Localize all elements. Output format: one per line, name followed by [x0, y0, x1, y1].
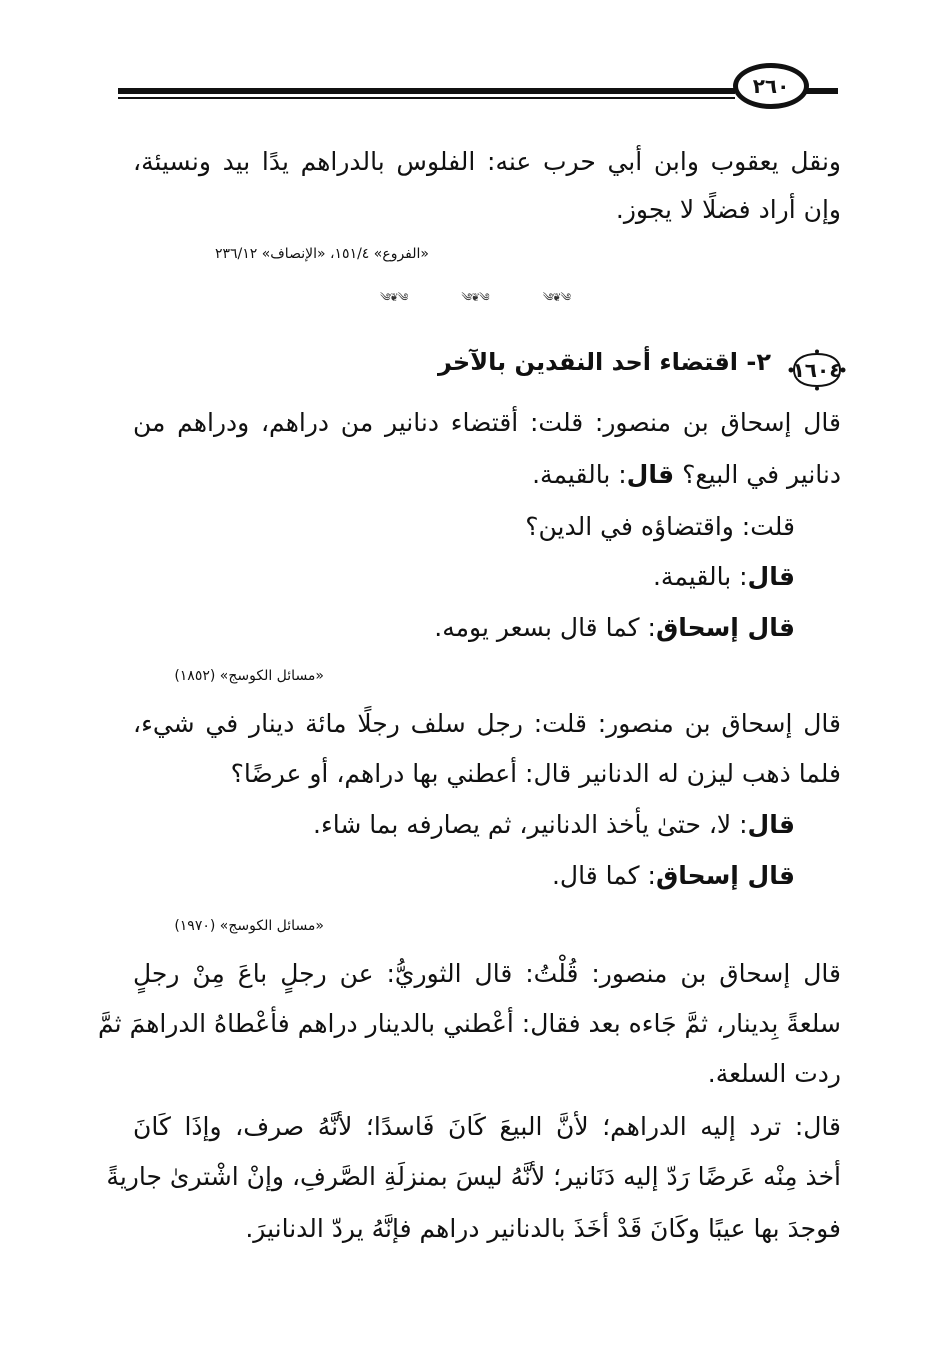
page-number: ٢٦٠	[752, 74, 790, 98]
block1-reference: «مسائل الكوسج» (١٨٥٢)	[174, 668, 324, 684]
block1-line-5-rest: : كما قال بسعر يومه.	[434, 613, 656, 642]
block4-line-1: قال: ترد إليه الدراهم؛ لأنَّ البيعَ كَانَ فَاسدًا؛ لأنَّهُ صرف، وإذَا كَانَ	[133, 1112, 841, 1141]
block2-line-4-rest: : كما قال.	[551, 861, 656, 890]
block1-line-1: قال إسحاق بن منصور: قلت: أقتضاء دنانير من دراهم، ودراهم من	[133, 408, 841, 437]
section-title: ٢- اقتضاء أحد النقدين بالآخر	[438, 348, 771, 376]
block3-line-2: سلعةً بِدينار، ثمَّ جَاءه بعد فقال: أعْطني بالدينار دراهم فأعْطاهُ الدراهمَ ثمَّ	[98, 1009, 841, 1038]
block2-line-3-rest: : لا، حتىٰ يأخذ الدنانير، ثم يصارفه بما شاء.	[313, 810, 748, 839]
intro-line-2: وإن أراد فضلًا لا يجوز.	[615, 195, 841, 224]
block4-line-3: فوجدَ بها عيبًا وكَانَ قَدْ أخَذَ بالدنانير دراهم فإنَّهُ يردّ الدنانيرَ.	[245, 1214, 841, 1243]
page-number-badge	[733, 63, 809, 109]
issue-number-badge	[786, 349, 848, 391]
block1-line-4-rest: : بالقيمة.	[652, 562, 748, 591]
block2-line-2: فلما ذهب ليزن له الدنانير قال: أعطني بها دراهم، أو عرضًا؟	[230, 759, 841, 788]
block2-line-4-label: قال إسحاق	[655, 861, 795, 890]
block2-line-3	[313, 810, 795, 839]
block1-line-2	[532, 460, 841, 489]
block1-line-2-label: قال	[626, 460, 675, 489]
ornament-glyph-2: ༄❦༄	[461, 290, 489, 304]
ornament-glyph-3: ༄❦༄	[542, 290, 570, 304]
block1-line-3: قلت: واقتضاؤه في الدين؟	[525, 512, 795, 541]
block1-line-2-rest: : بالقيمة.	[532, 460, 627, 489]
ornament-divider	[380, 290, 570, 307]
block3-line-1: قال إسحاق بن منصور: قُلْتُ: قال الثوريُّ: عن رجلٍ باعَ مِنْ رجلٍ	[133, 959, 841, 988]
intro-reference: «الفروع» ١٥١/٤، «الإنصاف» ٢٣٦/١٢	[214, 246, 429, 262]
block1-line-4-label: قال	[747, 562, 795, 591]
issue-number: ١٦٠٤	[792, 358, 842, 382]
header-rule-thick	[118, 88, 735, 94]
block2-line-1: قال إسحاق بن منصور: قلت: رجل سلف رجلًا مائة دينار في شيء،	[133, 709, 841, 738]
block2-line-3-label: قال	[747, 810, 795, 839]
block1-line-5	[434, 613, 795, 642]
header-rule-right	[806, 88, 838, 94]
block3-line-3: ردت السلعة.	[707, 1059, 841, 1088]
ornament-glyph-1: ༄❦༄	[380, 290, 408, 304]
block1-line-4	[653, 562, 795, 591]
block2-reference: «مسائل الكوسج» (١٩٧٠)	[174, 918, 324, 934]
block4-line-2: أخذ مِنْه عَرضًا رَدّ إليه دَنَانير؛ لأنَّهُ ليسَ بمنزلَةِ الصَّرفِ، وإنْ اشْترىٰ جاريةً	[106, 1162, 841, 1191]
block2-line-4	[552, 861, 795, 890]
intro-line-1: ونقل يعقوب وابن أبي حرب عنه: الفلوس بالدراهم يدًا بيد ونسيئة،	[133, 147, 841, 176]
header-rule-thin	[118, 97, 735, 99]
block1-line-5-label: قال إسحاق	[655, 613, 795, 642]
block1-line-2-text: دنانير في البيع؟	[682, 460, 841, 489]
